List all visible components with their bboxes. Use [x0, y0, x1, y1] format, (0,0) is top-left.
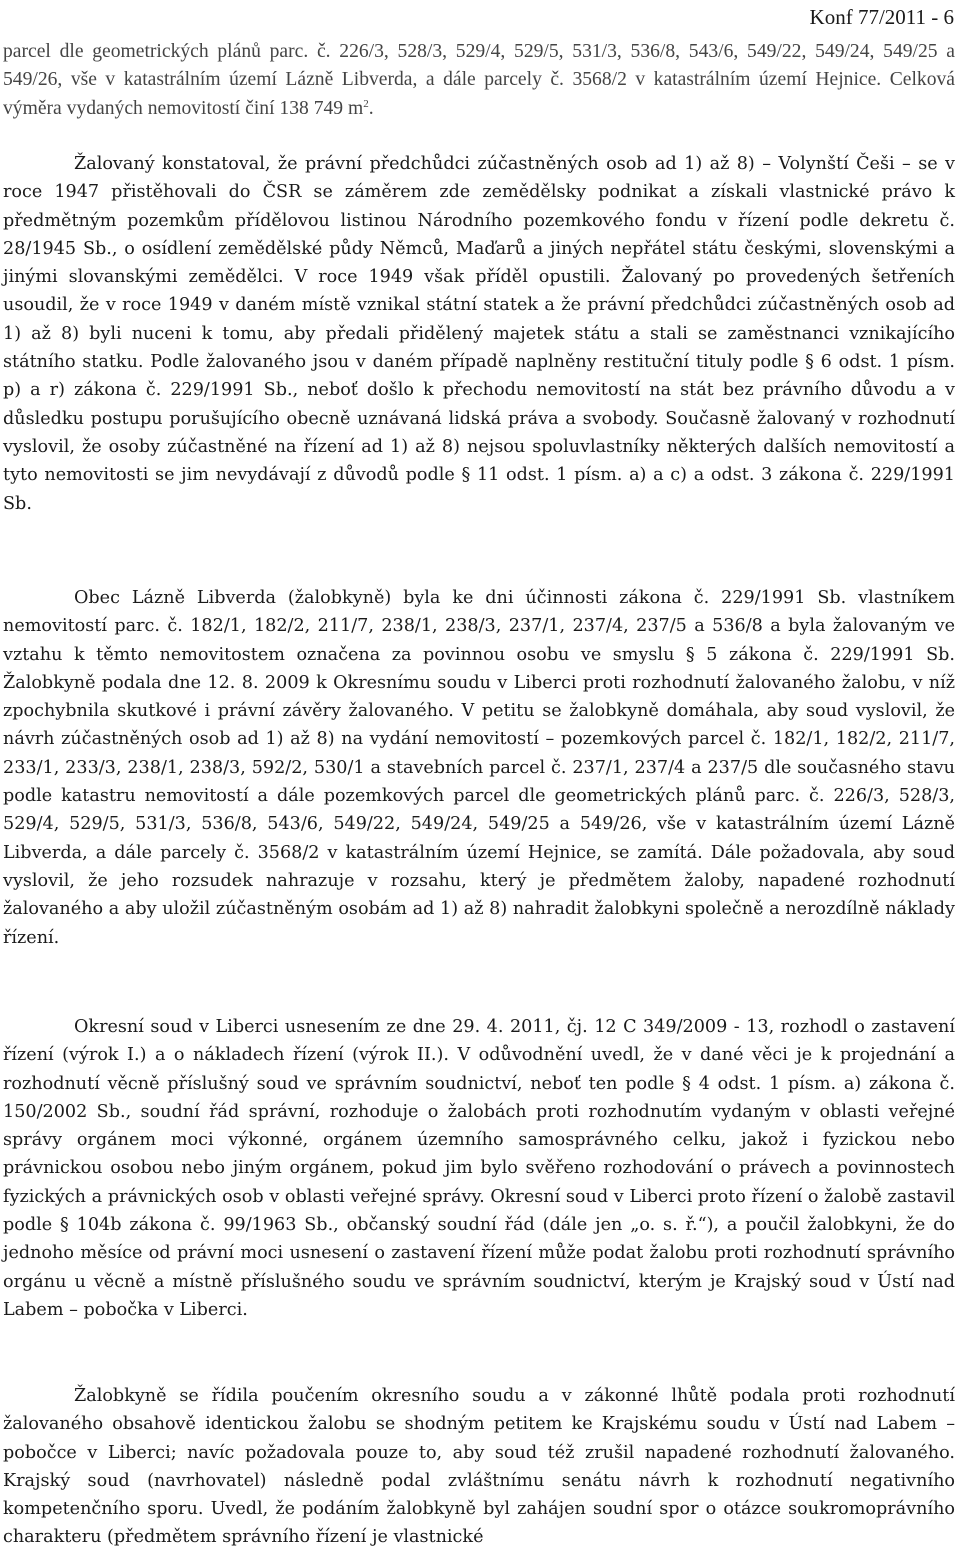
intro-superscript: 2	[363, 97, 369, 110]
intro-end: .	[368, 97, 374, 119]
page-header-reference: Konf 77/2011 - 6	[809, 5, 954, 29]
paragraph-plaintiff-action	[3, 584, 955, 952]
paragraph-respondent-findings	[3, 150, 955, 518]
paragraph-text: Okresní soud v Liberci usnesením ze dne 29. 4. 2011, čj. 12 C 349/2009 - 13, rozhodl o zastavení řízení (výrok I.) a o nákladech řízení (výrok II.). V odůvodnění uvedl, že v dané věci je k projednání a rozhodnutí věcně příslušný soud ve správním soudnictví, neboť ten podle § 4 odst. 1 písm. a) zákona č. 150/2002 Sb., soudní řád správní, rozhoduje o žalobách proti rozhodnutím vydaným v oblasti veřejné správy orgánem moci výkonné, orgánem územního samosprávného celku, jakož i fyzickou nebo právnickou osobou nebo jiným orgánem, pokud jim bylo svěřeno rozhodování o právech a povinnostech fyzických a právnických osob v oblasti veřejné správy. Okresní soud v Liberci proto řízení o žalobě zastavil podle § 104b zákona č. 99/1963 Sb., občanský soudní řád (dále jen „o. s. ř.“), a poučil žalobkyni, že do jednoho měsíce od právní moci usnesení o zastavení řízení může podat žalobu proti rozhodnutí správního orgánu u věcně a místně příslušného soudu ve správním soudnictví, kterým je Krajský soud v Ústí nad Labem – pobočka v Liberci.	[3, 1017, 955, 1320]
paragraph-text: Žalobkyně se řídila poučením okresního soudu a v zákonné lhůtě podala proti rozhodnutí žalovaného obsahově identickou žalobu se shodným petitem ke Krajskému soudu v Ústí nad Labem – pobočce v Liberci; navíc požadovala pouze to, aby soud též zrušil napadené rozhodnutí žalovaného. Krajský soud (navrhovatel) následně podal zvláštnímu senátu návrh k rozhodnutí negativního kompetenčního sporu. Uvedl, že podáním žalobkyně byl zahájen soudní spor o otázce soukromoprávního charakteru (předmětem správního řízení je vlastnické	[3, 1386, 955, 1548]
intro-paragraph	[3, 38, 955, 123]
intro-text	[3, 38, 955, 123]
intro-body: parcel dle geometrických plánů parc. č. 226/3, 528/3, 529/4, 529/5, 531/3, 536/8, 543/6, 549/22, 549/24, 549/25 a 549/26, vše v katastrálním území Lázně Libverda, a dále parcely č. 3568/2 v katastrálním území Hejnice. Celková výměra vydaných nemovitostí činí 138 749 m	[3, 41, 955, 119]
paragraph-district-court	[3, 1013, 955, 1324]
paragraph-text: Obec Lázně Libverda (žalobkyně) byla ke dni účinnosti zákona č. 229/1991 Sb. vlastníkem nemovitostí parc. č. 182/1, 182/2, 211/7, 238/1, 238/3, 237/1, 237/4, 237/5 a 536/8 a byla žalovaným ve vztahu k těmto nemovitostem označena za povinnou osobu ve smyslu § 5 zákona č. 229/1991 Sb. Žalobkyně podala dne 12. 8. 2009 k Okresnímu soudu v Liberci proti rozhodnutí žalovaného žalobu, v níž zpochybnila skutkové i právní závěry žalovaného. V petitu se žalobkyně domáhala, aby soud vyslovil, že návrh zúčastněných osob ad 1) až 8) na vydání nemovitostí – pozemkových parcel č. 182/1, 182/2, 211/7, 233/1, 233/3, 238/1, 238/3, 592/2, 530/1 a stavebních parcel č. 237/1, 237/4 a 237/5 dle současného stavu podle katastru nemovitostí a dále pozemkových parcel dle geometrických plánů parc. č. 226/3, 528/3, 529/4, 529/5, 531/3, 536/8, 543/6, 549/22, 549/24, 549/25 a 549/26, vše v katastrálním území Lázně Libverda, a dále parcely č. 3568/2 v katastrálním území Hejnice, se zamítá. Dále požadovala, aby soud vyslovil, že jeho rozsudek nahrazuje v rozsahu, který je předmětem žaloby, napadené rozhodnutí žalovaného a aby uložil zúčastněným osobám ad 1) až 8) nahradit žalobkyni společně a nerozdílně náklady řízení.	[3, 588, 955, 948]
paragraph-text: Žalovaný konstatoval, že právní předchůdci zúčastněných osob ad 1) až 8) – Volynští Češi – se v roce 1947 přistěhovali do ČSR se záměrem zde zemědělsky podnikat a získali vlastnické právo k předmětným pozemkům přídělovou listinou Národního pozemkového fondu v řízení podle dekretu č. 28/1945 Sb., o osídlení zemědělské půdy Němců, Maďarů a jiných nepřátel státu českými, slovenskými a jinými slovanskými zemědělci. V roce 1949 však příděl opustili. Žalovaný po provedených šetřeních usoudil, že v roce 1949 v daném místě vznikal státní statek a že právní předchůdci zúčastněných osob ad 1) až 8) byli nuceni k tomu, aby předali přidělený majetek státu a stali se zaměstnanci vznikajícího státního statku. Podle žalovaného jsou v daném případě naplněny restituční tituly podle § 6 odst. 1 písm. p) a r) zákona č. 229/1991 Sb., neboť došlo k přechodu nemovitostí na stát bez právního důvodu a v důsledku postupu porušujícího obecně uznávaná lidská práva a svobody. Současně žalovaný v rozhodnutí vyslovil, že osoby zúčastněné na řízení ad 1) až 8) nejsou spoluvlastníky některých dalších nemovitostí a tyto nemovitosti se jim nevydávají z důvodů podle § 11 odst. 1 písm. a) a c) a odst. 3 zákona č. 229/1991 Sb.	[3, 154, 955, 514]
paragraph-regional-court	[3, 1382, 955, 1552]
